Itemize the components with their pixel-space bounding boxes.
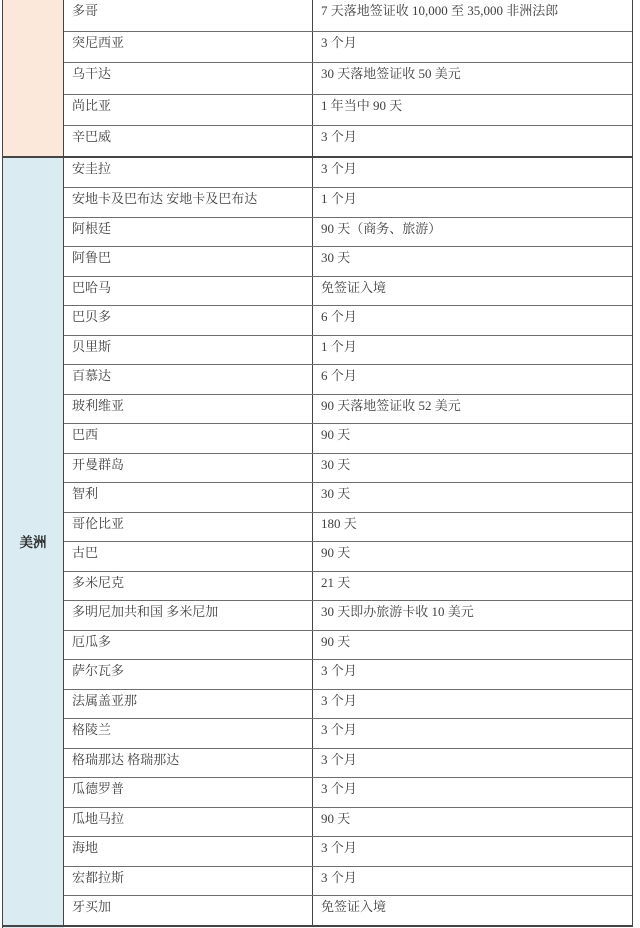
country-cell: 多米尼克 [64, 572, 313, 601]
policy-cell: 3 个月 [321, 663, 357, 679]
table-row [64, 246, 632, 276]
table-row [64, 630, 632, 660]
policy-cell: 90 天落地签证收 52 美元 [321, 397, 461, 413]
policy-cell: 3 个月 [321, 35, 357, 51]
table-row [64, 187, 632, 217]
country-cell: 多明尼加共和国 多米尼加 [64, 601, 313, 630]
region-cell [3, 158, 64, 925]
policy-cell: 6 个月 [321, 368, 357, 384]
country-cell: 巴哈马 [64, 277, 313, 306]
country-cell: 百慕达 [64, 365, 313, 394]
policy-cell: 3 个月 [321, 781, 357, 797]
rows-africa [64, 0, 632, 156]
table-row [64, 541, 632, 571]
policy-cell: 3 个月 [321, 869, 357, 885]
policy-cell: 90 天 [321, 633, 351, 649]
country-cell: 乌干达 [64, 63, 313, 93]
country-cell: 海地 [64, 837, 313, 866]
country-cell: 安圭拉 [64, 158, 313, 188]
policy-cell: 3 个月 [321, 160, 357, 176]
policy-cell: 3 个月 [321, 840, 357, 856]
table-row [64, 659, 632, 689]
country-cell: 瓜德罗普 [64, 778, 313, 807]
country-cell: 厄瓜多 [64, 631, 313, 660]
policy-cell: 21 天 [321, 574, 351, 590]
table-row [64, 423, 632, 453]
table-row [64, 31, 632, 62]
country-cell: 玻利维亚 [64, 395, 313, 424]
table-row [64, 600, 632, 630]
table-row [64, 394, 632, 424]
policy-cell: 30 天即办旅游卡收 10 美元 [321, 604, 474, 620]
policy-cell: 1 个月 [321, 338, 357, 354]
region-section-americas [2, 156, 633, 927]
country-cell: 牙买加 [64, 896, 313, 925]
policy-cell: 30 天 [321, 456, 351, 472]
policy-cell: 30 天落地签证收 50 美元 [321, 66, 461, 82]
policy-cell: 90 天 [321, 427, 351, 443]
country-cell: 哥伦比亚 [64, 513, 313, 542]
country-cell: 多哥 [64, 0, 313, 31]
table-row [64, 895, 632, 925]
table-row [64, 305, 632, 335]
table-row [64, 94, 632, 125]
table-row [64, 777, 632, 807]
table-row [64, 718, 632, 748]
policy-cell: 3 个月 [321, 722, 357, 738]
table-row [64, 512, 632, 542]
table-row [64, 482, 632, 512]
table-row [64, 836, 632, 866]
country-cell: 突尼西亚 [64, 32, 313, 62]
table-row [64, 276, 632, 306]
visa-policy-table [2, 0, 633, 928]
policy-cell: 1 个月 [321, 191, 357, 207]
country-cell: 辛巴威 [64, 126, 313, 156]
table-row [64, 217, 632, 247]
region-label: 美洲 [19, 535, 47, 551]
policy-cell: 90 天（商务、旅游） [321, 220, 442, 236]
policy-cell: 3 个月 [321, 692, 357, 708]
country-cell: 贝里斯 [64, 336, 313, 365]
table-row [64, 571, 632, 601]
country-cell: 瓜地马拉 [64, 808, 313, 837]
country-cell: 法属盖亚那 [64, 690, 313, 719]
policy-cell: 90 天 [321, 810, 351, 826]
policy-cell: 6 个月 [321, 309, 357, 325]
policy-cell: 3 个月 [321, 128, 357, 144]
table-row [64, 125, 632, 156]
table-row [64, 158, 632, 188]
policy-cell: 免签证入境 [321, 279, 387, 295]
country-cell: 格瑞那达 格瑞那达 [64, 749, 313, 778]
country-cell: 开曼群岛 [64, 454, 313, 483]
table-row [64, 807, 632, 837]
table-row [64, 453, 632, 483]
table-row [64, 364, 632, 394]
region-cell [3, 0, 64, 156]
table-row [64, 689, 632, 719]
country-cell: 安地卡及巴布达 安地卡及巴布达 [64, 188, 313, 217]
country-cell: 阿根廷 [64, 218, 313, 247]
country-cell: 萨尔瓦多 [64, 660, 313, 689]
country-cell: 尚比亚 [64, 95, 313, 125]
policy-cell: 免签证入境 [321, 899, 387, 915]
table-row [64, 748, 632, 778]
policy-cell: 90 天 [321, 545, 351, 561]
table-row [64, 0, 632, 31]
country-cell: 阿鲁巴 [64, 247, 313, 276]
table-row [64, 335, 632, 365]
country-cell: 宏都拉斯 [64, 867, 313, 896]
table-row [64, 62, 632, 93]
policy-cell: 1 年当中 90 天 [321, 97, 403, 113]
policy-cell: 30 天 [321, 250, 351, 266]
country-cell: 格陵兰 [64, 719, 313, 748]
policy-cell: 3 个月 [321, 751, 357, 767]
table-row [64, 866, 632, 896]
country-cell: 巴西 [64, 424, 313, 453]
policy-cell: 30 天 [321, 486, 351, 502]
region-section-africa [2, 0, 633, 156]
country-cell: 古巴 [64, 542, 313, 571]
policy-cell: 180 天 [321, 515, 357, 531]
policy-cell: 7 天落地签证收 10,000 至 35,000 非洲法郎 [321, 3, 559, 18]
rows-americas [64, 158, 632, 925]
country-cell: 智利 [64, 483, 313, 512]
country-cell: 巴贝多 [64, 306, 313, 335]
